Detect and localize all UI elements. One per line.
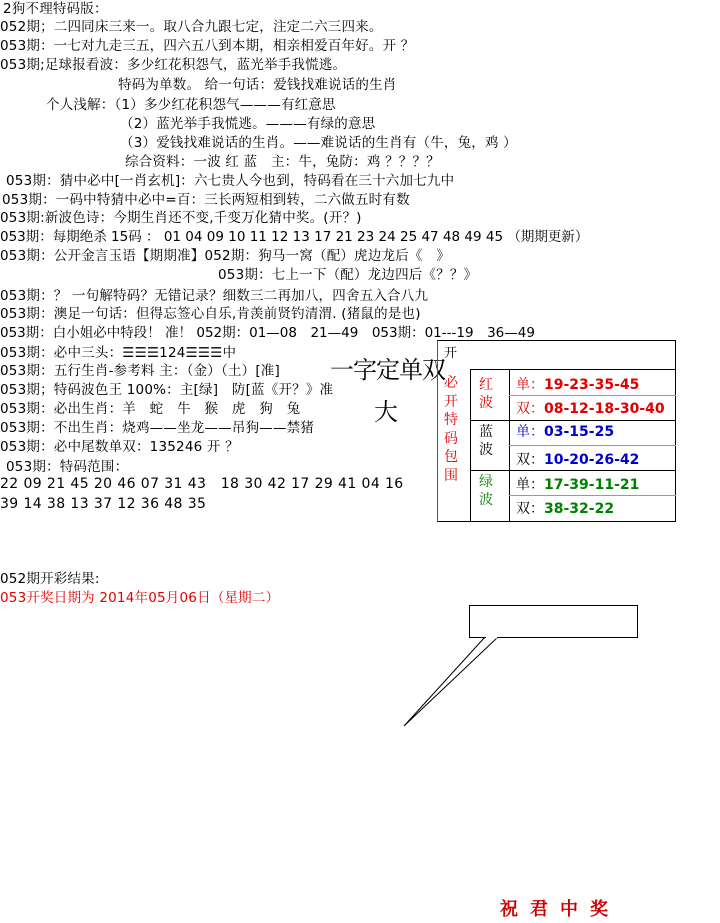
red-even-value: 08-12-18-30-40: [544, 401, 665, 417]
title-line: 2狗不理特码版：: [3, 1, 108, 17]
text-line: 053期：七上一下（配）龙边四后《？？》: [218, 267, 478, 283]
row-line: [509, 395, 676, 396]
text-line: 053期；特码波色王 100%：主[绿] 防[蓝《开？》准: [0, 382, 334, 398]
prefix-label: 单：: [516, 424, 544, 440]
row-line: [470, 470, 676, 471]
row-line: [509, 445, 676, 446]
green-odd-value: 17-39-11-21: [544, 477, 640, 493]
text-line: （3）爱钱找难说话的生肖。——难说话的生肖有（牛，兔，鸡 ）: [120, 135, 517, 151]
callout-box: [470, 606, 638, 638]
left-divider: [470, 369, 471, 522]
text-line: 053期：不出生肖：烧鸡——坐龙——吊狗——禁猪: [0, 420, 315, 436]
green-even-value: 38-32-22: [544, 501, 615, 517]
text-line: 053期：白小姐必中特段！ 准！ 052期：01—08 21—49 053期：01---19 36—49: [0, 325, 535, 341]
text-line: 052期；二四同床三来一。取八合九跟七定，注定二六三四来。: [0, 19, 383, 35]
blue-odd-value: 03-15-25: [544, 424, 615, 440]
text-line: 综合资料：一波 红 蓝 主：牛，兔防：鸡 ？？？？: [125, 154, 440, 170]
draw-date: 053开奖日期为 2014年05月06日（星期二）: [0, 590, 280, 606]
wave-name-green: 绿波: [479, 474, 493, 508]
text-line: 053期：每期绝杀 15码 ： 01 04 09 10 11 12 13 17 21 23 24 25 47 48 49 45 （期期更新）: [0, 229, 589, 245]
text-line: 053期：澳足一句话：但得忘签心自乐,肯羡前贤钓清渭. (猪鼠的是也): [0, 306, 421, 322]
row-line: [509, 495, 676, 496]
text-line: 053期：公开金言玉语【期期准】052期：狗马一窝（配）虎边龙后《 》: [0, 248, 451, 264]
text-line: 053期：？ 一句解特码？无错记录？细数三二再加八，四舍五入合八九: [0, 288, 429, 304]
text-line: 053期：必出生肖：羊 蛇 牛 猴 虎 狗 兔: [0, 401, 301, 417]
red-odd: [516, 374, 639, 394]
left-label: 必开特码包围: [444, 375, 458, 484]
text-line: 053期：必中尾数单双：135246 开 ？: [0, 439, 239, 455]
prefix-label: 单：: [516, 377, 544, 393]
number-line: 22 09 21 45 20 46 07 31 43 18 30 42 17 29 41 04 16: [0, 476, 404, 492]
blue-even: [516, 449, 639, 469]
text-line: 053期：必中三头：☰☰☰124☰☰☰中: [0, 345, 237, 361]
text-line: 053期;足球报看波：多少红花积怨气，蓝光举手我慌逃。: [0, 57, 347, 73]
blue-even-value: 10-20-26-42: [544, 452, 640, 468]
text-line: 053期：一七对九走三五，四六五八到本期，相亲相爱百年好。开 ？: [0, 38, 415, 54]
green-odd: [516, 474, 639, 494]
prefix-label: 双：: [516, 401, 544, 417]
green-even: [516, 498, 614, 518]
number-line: 39 14 38 13 37 12 36 48 35: [0, 496, 207, 512]
callout-pointer: [404, 637, 498, 726]
table-header: 开: [444, 346, 458, 361]
text-line: 个人浅解：（1）多少红花积怨气———有红意思: [46, 97, 336, 113]
wave-name-red: 红波: [479, 377, 493, 411]
text-line: （2）蓝光举手我慌逃。———有绿的意思: [120, 116, 376, 132]
text-line: 053期：五行生肖-参考料 主：（金）（土）[准]: [0, 363, 280, 379]
text-line: 053期：特码范围：: [6, 459, 129, 475]
text-line: 053期：猜中必中[一肖玄机]：六七贵人今也到，特码看在三十六加七九中: [6, 173, 455, 189]
big-character: 大: [374, 398, 397, 426]
wave-name-blue: 蓝波: [479, 424, 493, 458]
blue-odd: [516, 421, 614, 441]
big-slogan: 一字定单双: [330, 356, 445, 384]
prefix-label: 双：: [516, 501, 544, 517]
text-line: 特码为单数。 给一句话：爱钱找难说话的生肖: [118, 77, 397, 93]
prefix-label: 单：: [516, 477, 544, 493]
result-title: 052期开彩结果:: [0, 571, 100, 587]
prefix-label: 双：: [516, 452, 544, 468]
red-even: [516, 398, 665, 418]
text-line: 053期:新波色诗：今期生肖还不变,千变万化猜中奖。(开？): [0, 210, 362, 226]
footer-wish: 祝君中奖: [500, 899, 620, 920]
red-odd-value: 19-23-35-45: [544, 377, 640, 393]
text-line: 053期：一码中特猜中必中=百：三长两短相到转，二六做五时有数: [2, 192, 410, 208]
header-divider: [470, 369, 676, 370]
